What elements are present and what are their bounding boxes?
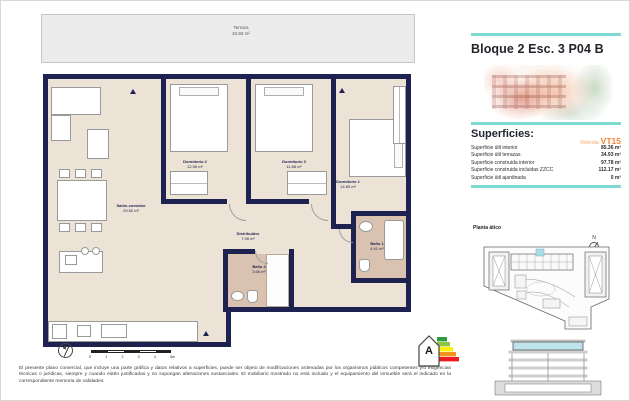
- north-letter: N: [592, 235, 596, 241]
- superficie-row: Superficie construida interior 97.78 m²: [471, 159, 621, 166]
- scale-label: ESCALA GRÁFICA: [93, 342, 135, 347]
- toilet-bath1: [359, 259, 370, 272]
- wardrobe-dorm2: [170, 171, 208, 195]
- wall-dorm3-dorm1: [331, 79, 336, 229]
- plan-marker: [130, 89, 136, 94]
- wall-bath2-right: [289, 249, 294, 312]
- energy-letter: A: [425, 345, 433, 357]
- building-section-drawing: [493, 337, 603, 401]
- fridge: [52, 324, 67, 339]
- terrace-label: [206, 25, 276, 36]
- sofa-chaise: [51, 115, 71, 141]
- bed-dorm3: [255, 84, 313, 152]
- north-compass-icon: [58, 343, 73, 358]
- superficie-row: Superficie útil ajardinada 0 m²: [471, 174, 621, 181]
- stove: [101, 324, 127, 338]
- wardrobe-dorm1: [393, 86, 406, 144]
- sofa: [51, 87, 101, 115]
- building-section-graphic: [493, 337, 603, 399]
- room-label-dorm3: Dormitorio 3 11.88 m²: [282, 159, 306, 169]
- wall-dorm2-dorm3: [246, 79, 251, 204]
- terrace-area: [41, 14, 415, 63]
- dining-chair: [91, 223, 102, 232]
- wall-salon-dorm2: [161, 79, 166, 204]
- room-label-distribuidor: Distribuidor 7.98 m²: [236, 231, 260, 241]
- room-label-bath2: Baño 2 3.66 m²: [252, 264, 266, 274]
- dining-chair: [59, 223, 70, 232]
- room-label-salon: Salón-comedor 29.82 m²: [116, 203, 146, 213]
- terrace-area-value: 34.93 m²: [232, 30, 250, 36]
- wall-hall-dorm2: [161, 199, 227, 204]
- room-label-bath1: Baño 1 4.61 m²: [370, 241, 384, 251]
- vivienda-label: Vivienda: [579, 140, 599, 146]
- wall-hall-dorm3: [246, 199, 309, 204]
- terrace-name: Terraza: [233, 25, 249, 30]
- wall-bath1-bottom: [351, 278, 411, 283]
- entrance-marker: [203, 331, 209, 336]
- dining-chair: [75, 169, 86, 178]
- bathtub: [384, 220, 404, 260]
- room-label-dorm1: Dormitorio 1 14.85 m²: [336, 179, 360, 189]
- bed-dorm2: [170, 84, 228, 152]
- scale-ticks: 0 1 2 3 4 5m: [89, 355, 175, 359]
- washbasin-bath1: [359, 221, 373, 232]
- kitchen-sink: [77, 325, 91, 337]
- room-label-dorm2: Dormitorio 2 12.56 m²: [183, 159, 207, 169]
- dining-table: [57, 180, 107, 221]
- vivienda-value: VT15: [600, 136, 621, 146]
- coffee-table: [87, 129, 109, 159]
- legal-disclaimer: El presente plano comercial, que incluye una parte gráfica y datos relativos a superficies, puede ser objeto de modificaciones ordenadas por los organismos públicos competentes y/o exigencias técnicas o jurídicas, siempre y cuando estén justificadas y no supongan alteraciones sustanciales. El mobiliario mostrado no está incluido y el equipamiento del inmueble será el indicado en la correspondiente memoria de calidades.: [19, 366, 451, 384]
- site-plan-graphic: [479, 241, 613, 335]
- building-illustration: [484, 65, 612, 120]
- superficie-row: Superficie útil terrazas 34.93 m²: [471, 152, 621, 159]
- wardrobe-dorm3: [287, 171, 327, 195]
- illustration-windows: [492, 75, 566, 109]
- site-plan-drawing: [479, 241, 613, 340]
- stool: [92, 247, 100, 255]
- superficies-heading: Superficies:: [471, 128, 534, 140]
- pillow: [264, 87, 303, 96]
- washbasin-bath2: [231, 291, 244, 301]
- dining-chair: [59, 169, 70, 178]
- stool: [81, 247, 89, 255]
- energy-rating-icon: [417, 333, 461, 369]
- island-sink: [65, 255, 77, 265]
- superficies-table: [471, 145, 621, 182]
- separator-line: [471, 185, 621, 188]
- separator-line: [471, 33, 621, 36]
- bath2-shower: [266, 254, 289, 307]
- superficie-row: Superficie útil interior 85.36 m²: [471, 145, 621, 151]
- plan-marker: [339, 88, 345, 93]
- toilet-bath2: [247, 290, 258, 303]
- scale-bar: [91, 350, 171, 353]
- site-plan-label: Planta ático: [473, 225, 502, 231]
- separator-line: [471, 122, 621, 125]
- page-title: Bloque 2 Esc. 3 P04 B: [471, 42, 604, 56]
- dining-chair: [75, 223, 86, 232]
- dining-chair: [91, 169, 102, 178]
- pillow: [179, 87, 218, 96]
- superficie-row: Superficie construida incluidas ZZCC 112.17 m²: [471, 167, 621, 174]
